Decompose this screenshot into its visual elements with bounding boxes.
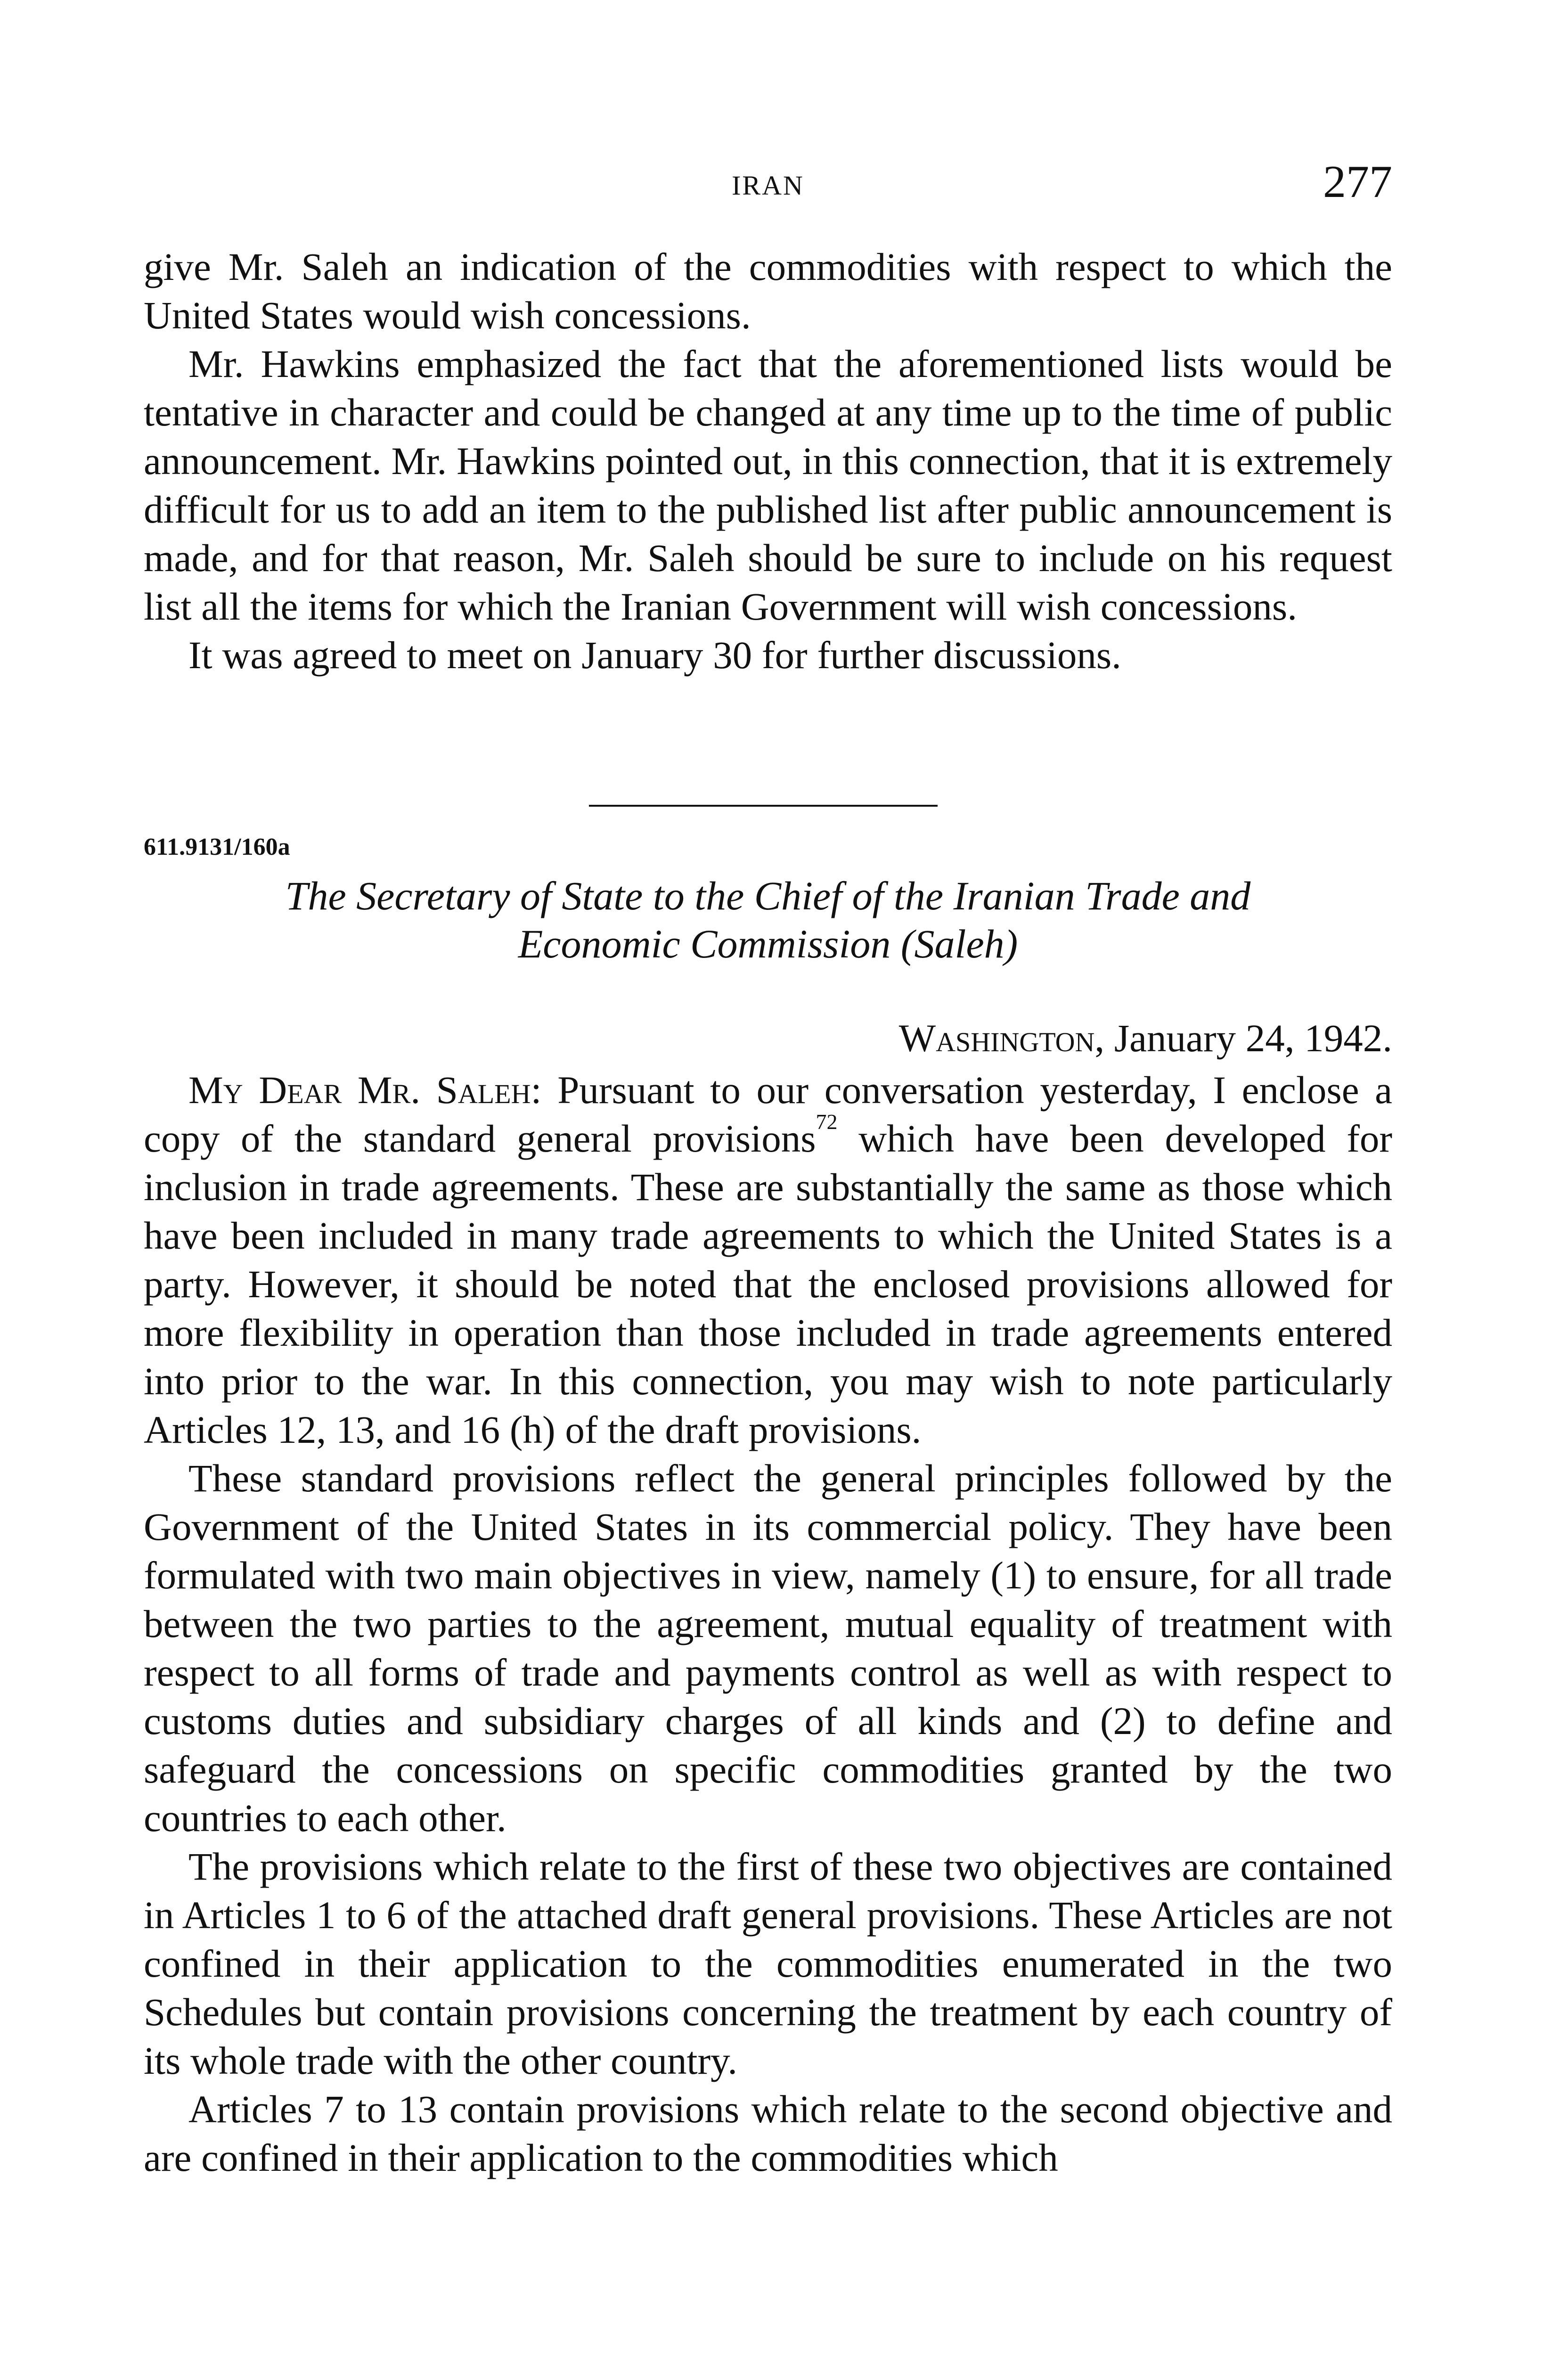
dateline [899,1015,1392,1061]
paragraph: give Mr. Saleh an indication of the commodities with respect to which the United States would wish concessions. [144,245,1392,337]
paragraph: Articles 7 to 13 contain provisions which relate to the second objective and are confined in their application to the commodities which [144,2087,1392,2179]
paragraph: It was agreed to meet on January 30 for further discussions. [188,633,1121,677]
document-page [144,0,1392,2356]
paragraph-text: Pursuant to our conversation yesterday, I enclose a copy of the standard general provisions [144,1068,1393,1160]
page-number: 277 [1323,156,1392,207]
continued-memorandum [144,243,1392,679]
paragraph: These standard provisions reflect the general principles followed by the Government of the United States in its commercial policy. They have been formulated with two main objectives in view, namely (1) to ensure, for all trade between the two parties to the agreement, mutual equality of treatment with respect to all forms of trade and payments control as well as with respect to customs duties and subsidiary charges of all kinds and (2) to define and safeguard the concessions on specific commodities granted by the two countries to each other. [144,1456,1392,1840]
document-title-line: Economic Commission (Saleh) [518,921,1018,966]
dateline-date: January 24, 1942. [1114,1016,1392,1060]
paragraph-text: which have been developed for inclusion in trade agreements. These are substantially the same as those which have been included in many trade agreements to which the United States is a party. However, it should be noted that the enclosed provisions allowed for more flexibility in operation than those included in trade agreements entered into prior to the war. In this connection, you may wish to note particularly Articles 12, 13, and 16 (h) of the draft provisions. [144,1117,1393,1451]
document-title [144,872,1392,968]
running-title: IRAN [732,170,804,201]
running-head [144,155,1392,207]
letter-body [144,1066,1392,2182]
file-number: 611.9131/160a [144,834,290,860]
section-divider [589,805,938,807]
dateline-place: Washington, [898,1016,1105,1060]
salutation: My Dear Mr. Saleh: [188,1068,542,1112]
document-title-line: The Secretary of State to the Chief of the Iranian Trade and [285,873,1251,918]
paragraph: Mr. Hawkins emphasized the fact that the aforementioned lists would be tentative in character and could be changed at any time up to the time of public announcement. Mr. Hawkins pointed out, in this connection, that it is extremely difficult for us to add an item to the published list after public announcement is made, and for that reason, Mr. Saleh should be sure to include on his request list all the items for which the Iranian Government will wish concessions. [144,342,1392,628]
paragraph [144,1066,1392,1454]
paragraph: The provisions which relate to the first of these two objectives are contained in Articles 1 to 6 of the attached draft general provisions. These Articles are not confined in their application to the commodities enumerated in the two Schedules but contain provisions concerning the treatment by each country of its whole trade with the other country. [144,1845,1392,2082]
footnote-reference: 72 [816,1110,838,1134]
